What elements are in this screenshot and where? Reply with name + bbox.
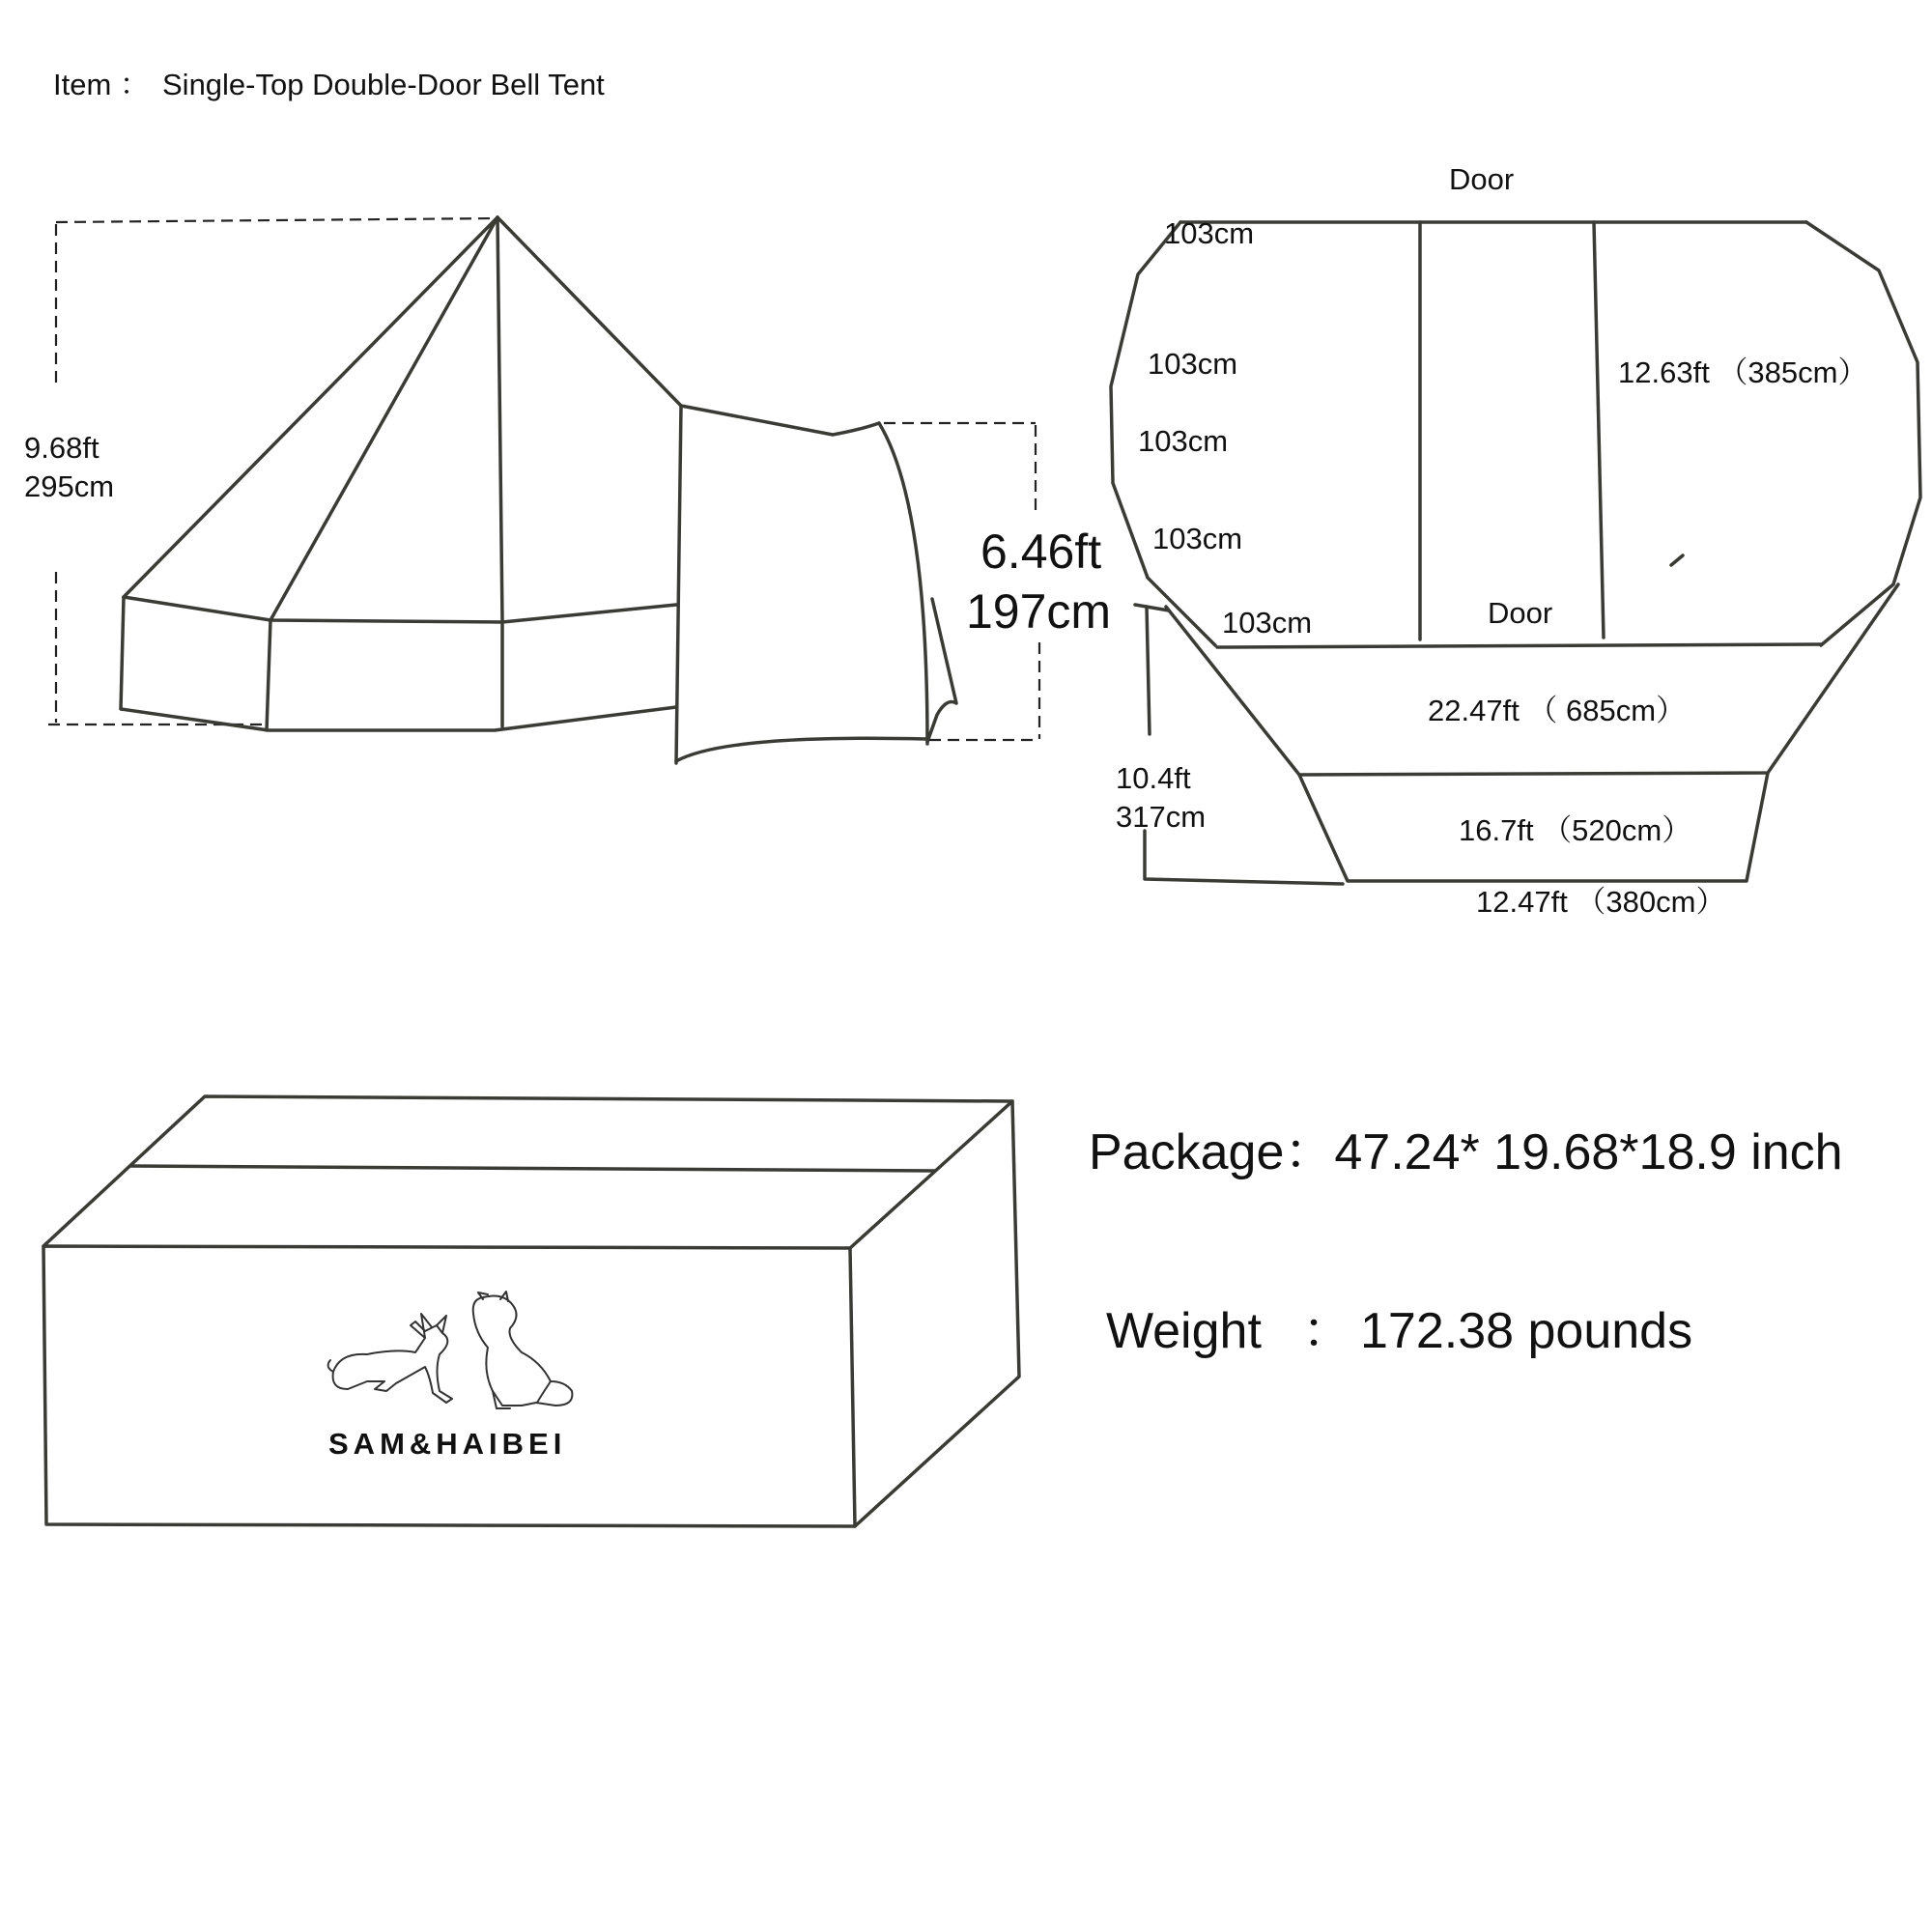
vestibule-height-cm: 197cm xyxy=(966,584,1112,639)
vestibule-height-ft: 6.46ft xyxy=(980,525,1102,579)
door-top-label: Door xyxy=(1449,162,1515,196)
main-width-label: 12.63ft （385cm） xyxy=(1618,355,1868,389)
plan-panel-line-2 xyxy=(1594,222,1604,638)
total-height-cm: 295cm xyxy=(24,469,115,503)
vestibule-depth-ft: 10.4ft xyxy=(1116,761,1191,795)
wall-seam-1 xyxy=(267,620,270,730)
vestibule-left-edge xyxy=(676,406,681,763)
vestibule-top-edge xyxy=(681,406,879,435)
vestibule-front-curve xyxy=(879,423,927,744)
plan-inner-edge xyxy=(1217,644,1821,647)
depth-tick xyxy=(1135,605,1169,611)
brand-name: SAM&HAIBEI xyxy=(328,1427,567,1461)
depth-line-vertical xyxy=(1147,607,1150,734)
overall-length-label: 22.47ft （ 685cm） xyxy=(1428,694,1687,727)
wall-top-edge xyxy=(124,597,676,622)
top-dimension-line xyxy=(56,218,497,222)
box-side-face xyxy=(855,1101,1019,1526)
weight-colon: ： xyxy=(1302,1303,1353,1359)
item-name: Single-Top Double-Door Bell Tent xyxy=(162,68,605,101)
vestibule-bottom-edge xyxy=(676,738,925,761)
depth-line-bottom xyxy=(1145,831,1343,884)
box-top-face xyxy=(43,1096,1012,1248)
segment-4-label: 103cm xyxy=(1152,522,1243,555)
small-mark xyxy=(1671,555,1683,565)
cone-front-edge xyxy=(270,217,497,620)
tent-side-view xyxy=(48,217,1039,763)
cone-left-edge xyxy=(124,217,497,597)
vestibule-depth-cm: 317cm xyxy=(1116,800,1207,834)
plan-right-wall xyxy=(1806,222,1920,645)
vestibule-flap xyxy=(927,599,956,742)
vestibule-end-width-label: 12.47ft （380cm） xyxy=(1476,885,1726,919)
cone-center-edge xyxy=(497,217,502,620)
total-height-ft: 9.68ft xyxy=(24,431,99,465)
segment-3-label: 103cm xyxy=(1138,424,1229,458)
package-box xyxy=(43,1096,1019,1526)
wall-bottom-edge xyxy=(121,597,676,730)
brand-logo-dogs-icon xyxy=(328,1292,573,1408)
box-tape-line xyxy=(130,1166,935,1171)
segment-2-label: 103cm xyxy=(1148,347,1238,381)
segment-5-label: 103cm xyxy=(1222,606,1313,639)
item-label: Item ： xyxy=(53,68,150,101)
weight-value: 172.38 pounds xyxy=(1360,1303,1693,1359)
vestibule-mid-width-label: 16.7ft （520cm） xyxy=(1459,813,1692,847)
box-front-face xyxy=(43,1246,855,1526)
weight-label: Weight xyxy=(1106,1303,1262,1359)
segment-1-label: 103cm xyxy=(1164,216,1255,250)
door-middle-label: Door xyxy=(1488,596,1553,630)
cone-right-edge xyxy=(497,217,681,406)
package-dimensions: Package：47.24* 19.68*18.9 inch xyxy=(1089,1124,1843,1180)
